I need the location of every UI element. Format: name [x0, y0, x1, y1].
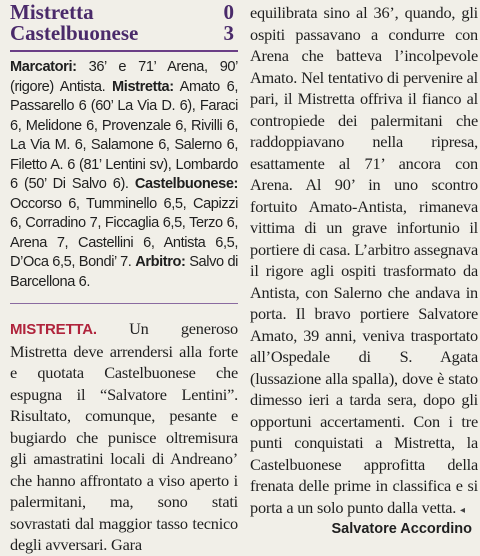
- away-score-row: [10, 23, 238, 44]
- scorers-label: Marcatori:: [10, 59, 77, 75]
- article-body-right: [250, 2, 478, 521]
- article-text-right: equilibrata sino al 36’, quando, gli ospiti passavano a condurre con Arena che batteva l’incolpevole Amato. Nel tentativo di pervenire al pari, il Mistretta offriva il fianco al contropiede dei palermitani che raddoppiavano nella ripresa, esattamente al 71’ ancora con Arena. Al 90’ in uno scontro fortuito Amato-Antista, rimaneva vittima di un grave infortunio il portiere di casa. L’arbitro assegnava il rigore agli ospiti trasformato da Antista, con Salerno che andava in porta. Il bravo portiere Salvatore Amato, 39 anni, veniva trasportato all’Ospedale di S. Agata (lussazione alla spalla), dove è stato dimesso ieri a tarda sera, dopo gli opportuni accertamenti. Con i tre punti conquistati a Mistretta, la Castelbuonese approfitta della frenata delle prime in classifica e si porta a un solo punto dalla vetta.: [250, 3, 478, 517]
- headline-divider: [10, 50, 238, 52]
- home-score-row: [10, 2, 238, 23]
- article-text-left: Un generoso Mistretta deve arrendersi alla forte e quotata Castelbuonese che espugna il “Salvatore Lentini”. Risultato, comunque, pesante e bugiardo che punisce oltremisura gli amastratini locali di Andreano’ che hanno affrontato a viso aperto i palermitani, ma, sono stati sovrastati dal maggior tasso tecnico degli avversari. Gara: [10, 319, 238, 554]
- match-report-box: [10, 58, 238, 292]
- left-column: [10, 2, 238, 556]
- end-of-article-icon: ◂: [460, 504, 465, 516]
- away-team-name: Castelbuonese: [10, 21, 139, 45]
- scorers-text: 36’ e 71’ Arena, 90’ (rigore) Antista.: [10, 59, 238, 95]
- referee-text: Salvo di Barcellona 6.: [10, 254, 239, 290]
- home-lineup-text: Amato 6, Passarello 6 (60’ La Via D. 6), Faraci 6, Melidone 6, Provenzale 6, Rivilli 6, La Via M. 6, Salamone 6, Salerno 6, Filetto A. 6 (81’ Lentini sv), Lombardo 6 (50’ Di Salvo 6).: [10, 78, 238, 192]
- away-lineup-text: Occorso 6, Tumminello 6,5, Capizzi 6, Corradino 7, Ficcaglia 6,5, Terzo 6, Arena 7, Castellini 6, Antista 6,5, D’Oca 6,5, Bondi’ 7.: [10, 195, 238, 270]
- author-byline: Salvatore Accordino: [331, 521, 472, 537]
- home-score: 0: [223, 0, 234, 24]
- referee-label: Arbitro:: [135, 254, 186, 270]
- home-lineup-label: Mistretta:: [112, 78, 174, 95]
- right-column: [250, 2, 478, 521]
- article-body-left: [10, 318, 238, 556]
- article-kicker: MISTRETTA.: [10, 321, 97, 338]
- away-lineup-label: Castelbuonese:: [134, 176, 238, 192]
- home-team-name: Mistretta: [10, 0, 94, 24]
- section-divider: [10, 303, 238, 304]
- away-score: 3: [223, 21, 234, 45]
